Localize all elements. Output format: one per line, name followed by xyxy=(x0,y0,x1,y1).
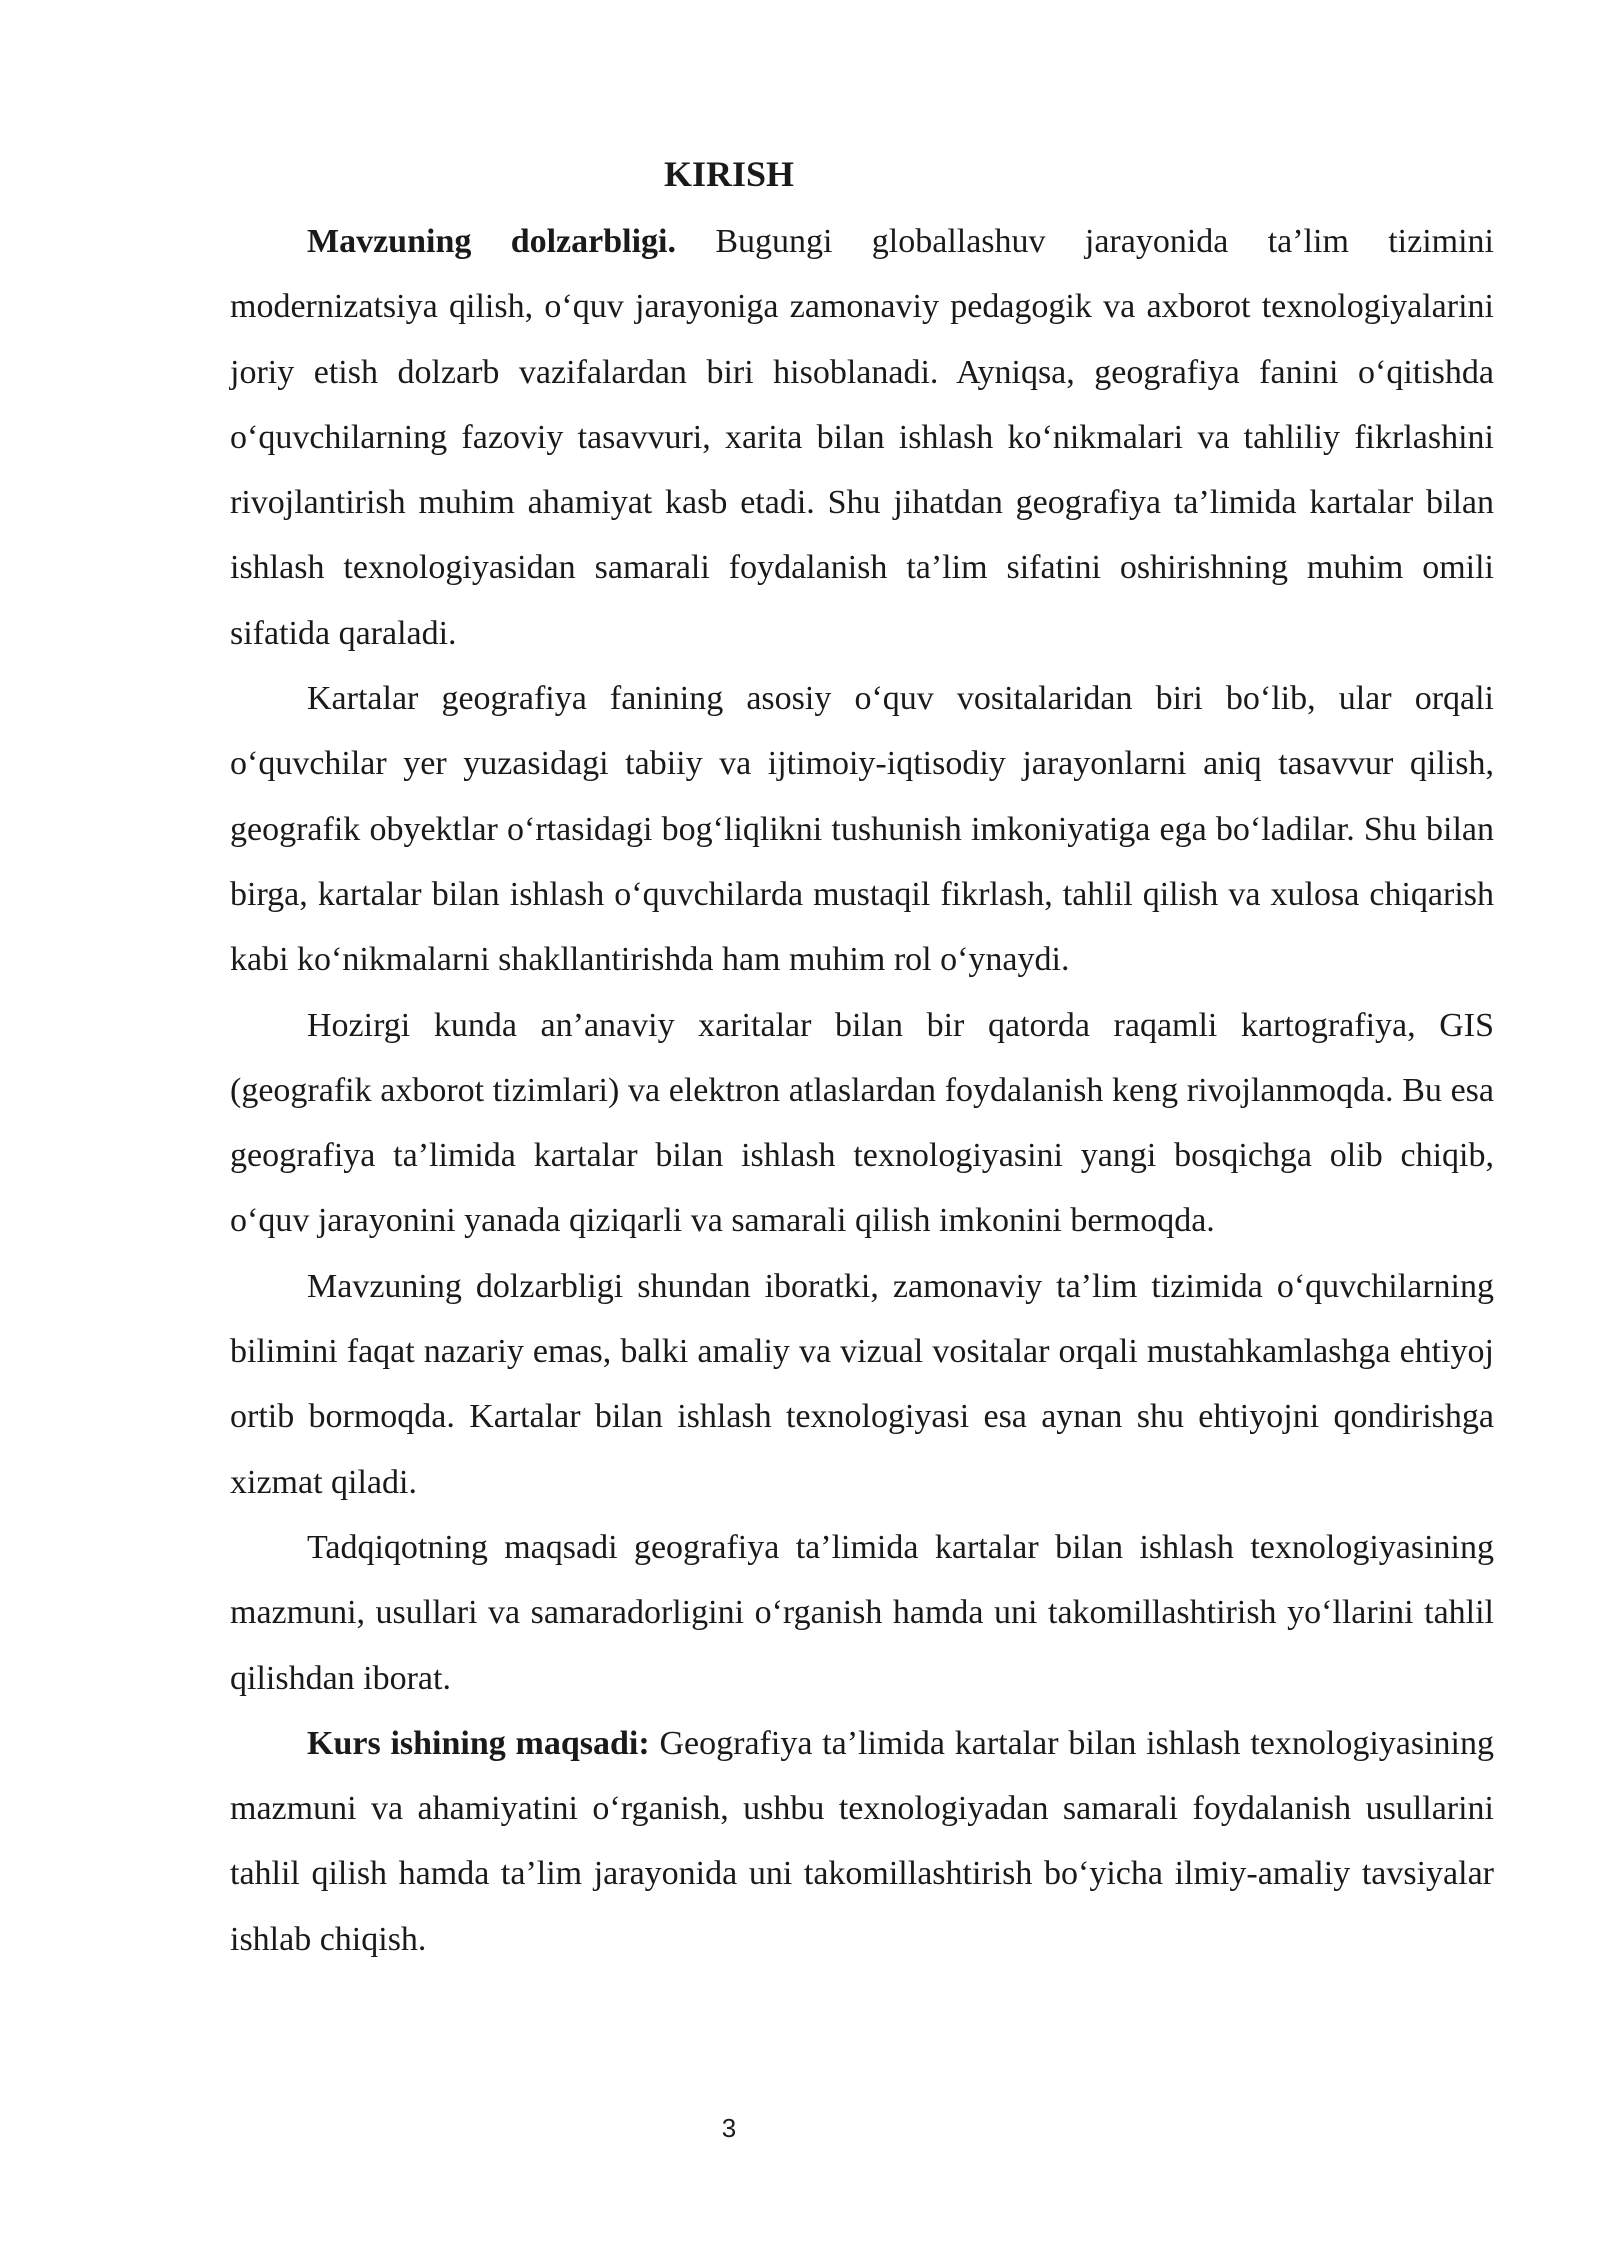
paragraph-text: Bugungi globallashuv jarayonida ta’lim tizimini modernizatsiya qilish, o‘quv jarayoniga zamonaviy pedagogik va axborot texnologiyalarini joriy etish dolzarb vazifalardan biri hisoblanadi. Ayniqsa, geografiya fanini o‘qitishda o‘quvchilarning fazoviy tasavvuri, xarita bilan ishlash ko‘nikmalari va tahliliy fikrlashini rivojlantirish muhim ahamiyat kasb etadi. Shu jihatdan geografiya ta’limida kartalar bilan ishlash texnologiyasidan samarali foydalanish ta’lim sifatini oshirishning muhim omili sifatida qaraladi. xyxy=(230,223,1494,652)
paragraph-research-goal: Tadqiqotning maqsadi geografiya ta’limida kartalar bilan ishlash texnologiyasining mazmuni, usullari va samaradorligini o‘rganish hamda uni takomillashtirish yo‘llarini tahlil qilishdan iborat. xyxy=(230,1528,1494,1697)
paragraph-lead: Mavzuning dolzarbligi. xyxy=(307,223,676,260)
paragraph-maps: Kartalar geografiya fanining asosiy o‘quv vositalaridan biri bo‘lib, ular orqali o‘quvchilar yer yuzasidagi tabiiy va ijtimoiy-iqtisodiy jarayonlarni aniq tasavvur qilish, geografik obyektlar o‘rtasidagi bog‘liqlikni tushunish imkoniyatiga ega bo‘ladilar. Shu bilan birga, kartalar bilan ishlash o‘quvchilarda mustaqil fikrlash, tahlil qilish va xulosa chiqarish kabi ko‘nikmalarni shakllantirishda ham muhim rol o‘ynaydi. xyxy=(230,680,1494,979)
paragraph-relevance-summary: Mavzuning dolzarbligi shundan iboratki, zamonaviy ta’lim tizimida o‘quvchilarning bilimini faqat nazariy emas, balki amaliy va vizual vositalar orqali mustahkamlashga ehtiyoj ortib bormoqda. Kartalar bilan ishlash texnologiyasi esa aynan shu ehtiyojni qondirishga xizmat qiladi. xyxy=(230,1267,1494,1501)
paragraph-text: Geografiya ta’limida kartalar bilan ishlash texnologiyasining mazmuni va ahamiyatini o‘rganish, ushbu texnologiyadan samarali foydalanish usullarini tahlil qilish hamda ta’lim jarayonida uni takomillashtirish bo‘yicha ilmiy-amaliy tavsiyalar ishlab chiqish. xyxy=(230,1724,1494,1958)
paragraph-relevance xyxy=(230,209,1494,666)
page-heading: KIRISH xyxy=(663,154,795,194)
paragraph-course-goal xyxy=(230,1711,1494,1972)
body-text xyxy=(230,209,1494,1972)
paragraph-digital-cartography: Hozirgi kunda an’anaviy xaritalar bilan bir qatorda raqamli kartografiya, GIS (geografik axborot tizimlari) va elektron atlaslardan foydalanish keng rivojlanmoqda. Bu esa geografiya ta’limida kartalar bilan ishlash texnologiyasini yangi bosqichga olib chiqib, o‘quv jarayonini yanada qiziqarli va samarali qilish imkonini bermoqda. xyxy=(230,1006,1494,1240)
paragraph-lead: Kurs ishining maqsadi: xyxy=(307,1724,650,1762)
page-number: 3 xyxy=(721,2113,737,2143)
